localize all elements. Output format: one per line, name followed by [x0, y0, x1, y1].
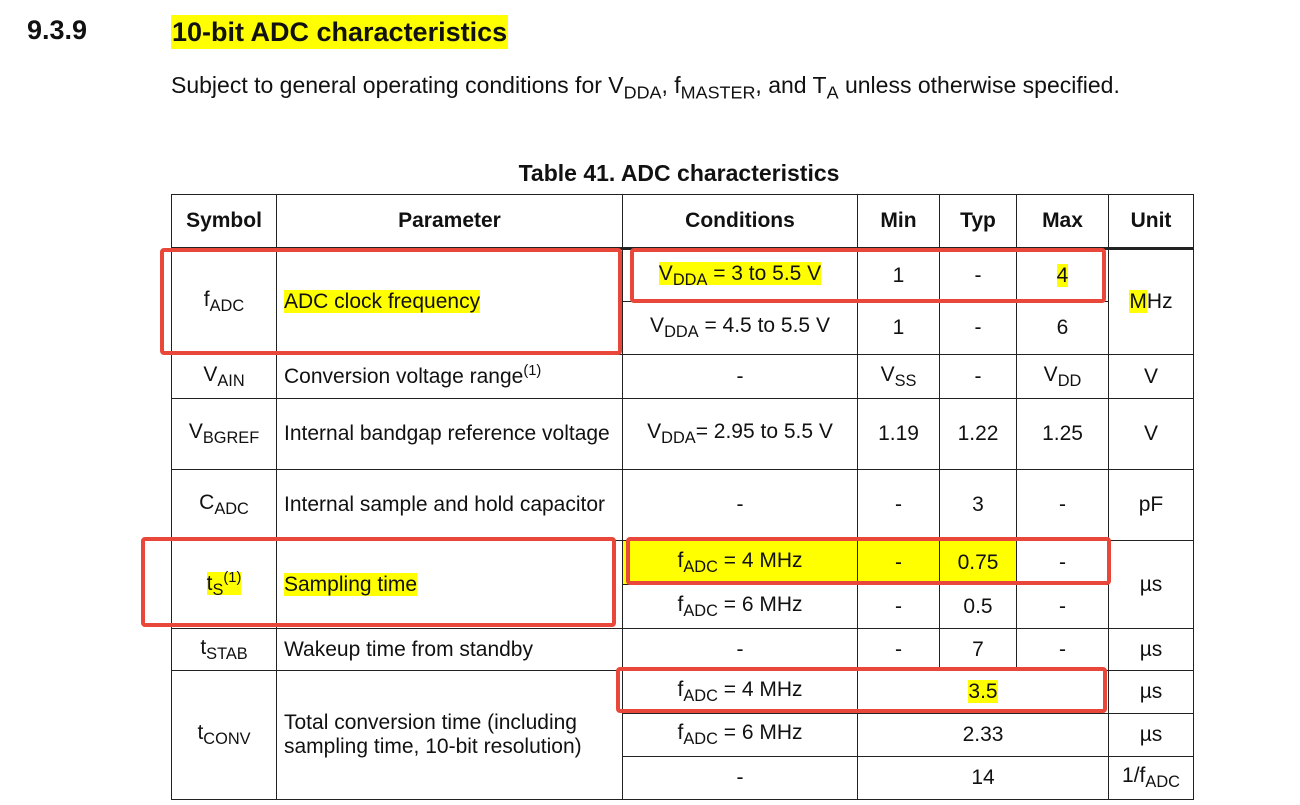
- cond-sub: DDA: [661, 428, 696, 447]
- min-cell: -: [858, 629, 940, 671]
- conditions-cell: [623, 585, 858, 629]
- parameter-text: ADC clock frequency: [284, 290, 481, 313]
- max-cell: [1017, 249, 1109, 302]
- adc-characteristics-table: [171, 194, 1194, 800]
- parameter-text: Sampling time: [284, 572, 418, 596]
- header-min: Min: [858, 195, 940, 249]
- header-max: Max: [1017, 195, 1109, 249]
- intro-text: , and T: [755, 72, 827, 98]
- cond-v: V: [658, 261, 673, 285]
- cond-f: f: [677, 678, 684, 702]
- section-number: 9.3.9: [27, 15, 88, 45]
- cond-sub: ADC: [683, 601, 718, 620]
- conditions-cell: [623, 671, 858, 714]
- min-cell: -: [858, 541, 940, 585]
- intro-sub: DDA: [623, 82, 662, 103]
- typ-cell: 1.22: [940, 399, 1017, 470]
- cond-f: f: [677, 592, 684, 616]
- unit-cell: µs: [1109, 629, 1194, 671]
- parameter-text: Conversion voltage range: [284, 365, 524, 389]
- intro-text: Subject to general operating conditions for V: [171, 72, 624, 98]
- conditions-cell: -: [623, 757, 858, 800]
- cond-rest: = 3 to 5.5 V: [707, 261, 822, 285]
- table-row: [172, 470, 1194, 541]
- cond-rest: = 4.5 to 5.5 V: [698, 314, 830, 338]
- max-cell: -: [1017, 585, 1109, 629]
- conditions-text: [658, 261, 822, 289]
- cond-sub: ADC: [683, 557, 718, 576]
- cond-f: f: [677, 721, 684, 745]
- cond-sub: DDA: [672, 270, 708, 289]
- unit-cell: [1109, 757, 1194, 800]
- symbol-text: V: [203, 362, 218, 386]
- conditions-cell: [623, 541, 858, 585]
- max-cell: -: [1017, 629, 1109, 671]
- unit-cell: µs: [1109, 671, 1194, 714]
- typ-cell: -: [940, 249, 1017, 302]
- conditions-cell: -: [623, 355, 858, 399]
- symbol-text: t: [197, 721, 204, 745]
- parameter-cell: Total conversion time (including sampling time, 10-bit resolution): [277, 671, 623, 800]
- symbol-cell: [172, 629, 277, 671]
- symbol-text: V: [188, 420, 203, 444]
- table-header-row: [172, 195, 1194, 249]
- symbol-text: t: [206, 571, 213, 595]
- max-cell: [1017, 355, 1109, 399]
- symbol-text: C: [199, 491, 215, 515]
- max-cell: 1.25: [1017, 399, 1109, 470]
- intro-sub: MASTER: [680, 82, 756, 103]
- footnote-ref: (1): [223, 569, 242, 586]
- intro-text: , f: [661, 72, 681, 98]
- unit-cell: V: [1109, 399, 1194, 470]
- min-cell: [858, 355, 940, 399]
- symbol-sub: ADC: [209, 296, 245, 315]
- cond-rest: = 6 MHz: [717, 721, 803, 745]
- intro-sub: A: [826, 82, 839, 103]
- cond-sub: ADC: [683, 729, 718, 748]
- conditions-cell: [623, 302, 858, 355]
- parameter-cell: Internal bandgap reference voltage: [277, 399, 623, 470]
- symbol-cell: [172, 399, 277, 470]
- parameter-cell: [277, 541, 623, 629]
- table-row: [172, 355, 1194, 399]
- value-cell: 2.33: [858, 714, 1109, 757]
- typ-cell: -: [940, 355, 1017, 399]
- header-unit: Unit: [1109, 195, 1194, 249]
- typ-cell: 3: [940, 470, 1017, 541]
- symbol-sub: BGREF: [202, 428, 260, 447]
- unit-rest: Hz: [1146, 290, 1173, 313]
- symbol-sub: S: [212, 580, 224, 599]
- conditions-cell: [623, 249, 858, 302]
- footnote-ref: (1): [523, 363, 542, 380]
- cond-sub: DDA: [664, 322, 699, 341]
- typ-cell: 0.75: [940, 541, 1017, 585]
- parameter-cell: [277, 249, 623, 355]
- symbol-sub: AIN: [217, 371, 245, 390]
- intro-text: unless otherwise specified.: [838, 72, 1120, 98]
- cond-f: f: [677, 548, 684, 572]
- symbol-cell: [172, 249, 277, 355]
- min-cell: -: [858, 470, 940, 541]
- typ-cell: 0.5: [940, 585, 1017, 629]
- cond-sub: ADC: [683, 686, 718, 705]
- symbol-text: t: [200, 635, 207, 659]
- max-cell: 6: [1017, 302, 1109, 355]
- symbol-text: f: [203, 288, 210, 312]
- header-typ: Typ: [940, 195, 1017, 249]
- symbol-cell: [172, 470, 277, 541]
- conditions-cell: [623, 714, 858, 757]
- table-row: [172, 671, 1194, 714]
- symbol-cell: [172, 541, 277, 629]
- unit-sub: ADC: [1145, 772, 1180, 791]
- max-sub: DD: [1057, 371, 1082, 390]
- value-text: 3.5: [968, 680, 998, 703]
- unit-cell: V: [1109, 355, 1194, 399]
- unit-cell: pF: [1109, 470, 1194, 541]
- cond-rest: = 4 MHz: [717, 548, 803, 572]
- cond-rest: = 4 MHz: [717, 678, 803, 702]
- min-cell: 1: [858, 249, 940, 302]
- table-row: [172, 399, 1194, 470]
- unit-cell: µs: [1109, 714, 1194, 757]
- table-caption: Table 41. ADC characteristics: [518, 160, 840, 186]
- unit-cell: [1109, 249, 1194, 355]
- symbol-sub: CONV: [203, 729, 251, 748]
- section-title: 10-bit ADC characteristics: [172, 17, 508, 47]
- cond-v: V: [647, 420, 662, 444]
- unit-prefix: M: [1129, 290, 1147, 313]
- table-row: [172, 541, 1194, 585]
- symbol-cell: [172, 671, 277, 800]
- parameter-cell: [277, 355, 623, 399]
- table-row: [172, 629, 1194, 671]
- min-sub: SS: [894, 371, 917, 390]
- intro-paragraph: [171, 70, 1171, 107]
- symbol-cell: [172, 355, 277, 399]
- symbol-highlight: [206, 569, 242, 599]
- conditions-cell: -: [623, 470, 858, 541]
- typ-cell: 7: [940, 629, 1017, 671]
- min-cell: -: [858, 585, 940, 629]
- max-cell: -: [1017, 470, 1109, 541]
- min-cell: 1.19: [858, 399, 940, 470]
- typ-cell: -: [940, 302, 1017, 355]
- conditions-cell: -: [623, 629, 858, 671]
- value-cell: 14: [858, 757, 1109, 800]
- parameter-cell: Wakeup time from standby: [277, 629, 623, 671]
- header-parameter: Parameter: [277, 195, 623, 249]
- max-value: 4: [1056, 263, 1069, 287]
- max-text: V: [1043, 362, 1058, 386]
- value-cell: [858, 671, 1109, 714]
- header-conditions: Conditions: [623, 195, 858, 249]
- parameter-cell: Internal sample and hold capacitor: [277, 470, 623, 541]
- cond-rest: = 6 MHz: [717, 592, 803, 616]
- min-cell: 1: [858, 302, 940, 355]
- unit-text: 1/f: [1122, 764, 1146, 788]
- table-row: [172, 249, 1194, 302]
- symbol-sub: ADC: [214, 499, 249, 518]
- header-symbol: Symbol: [172, 195, 277, 249]
- symbol-sub: STAB: [206, 644, 248, 663]
- cond-v: V: [650, 314, 665, 338]
- cond-rest: = 2.95 to 5.5 V: [695, 420, 833, 444]
- max-cell: -: [1017, 541, 1109, 585]
- unit-cell: µs: [1109, 541, 1194, 629]
- min-text: V: [880, 362, 895, 386]
- conditions-cell: [623, 399, 858, 470]
